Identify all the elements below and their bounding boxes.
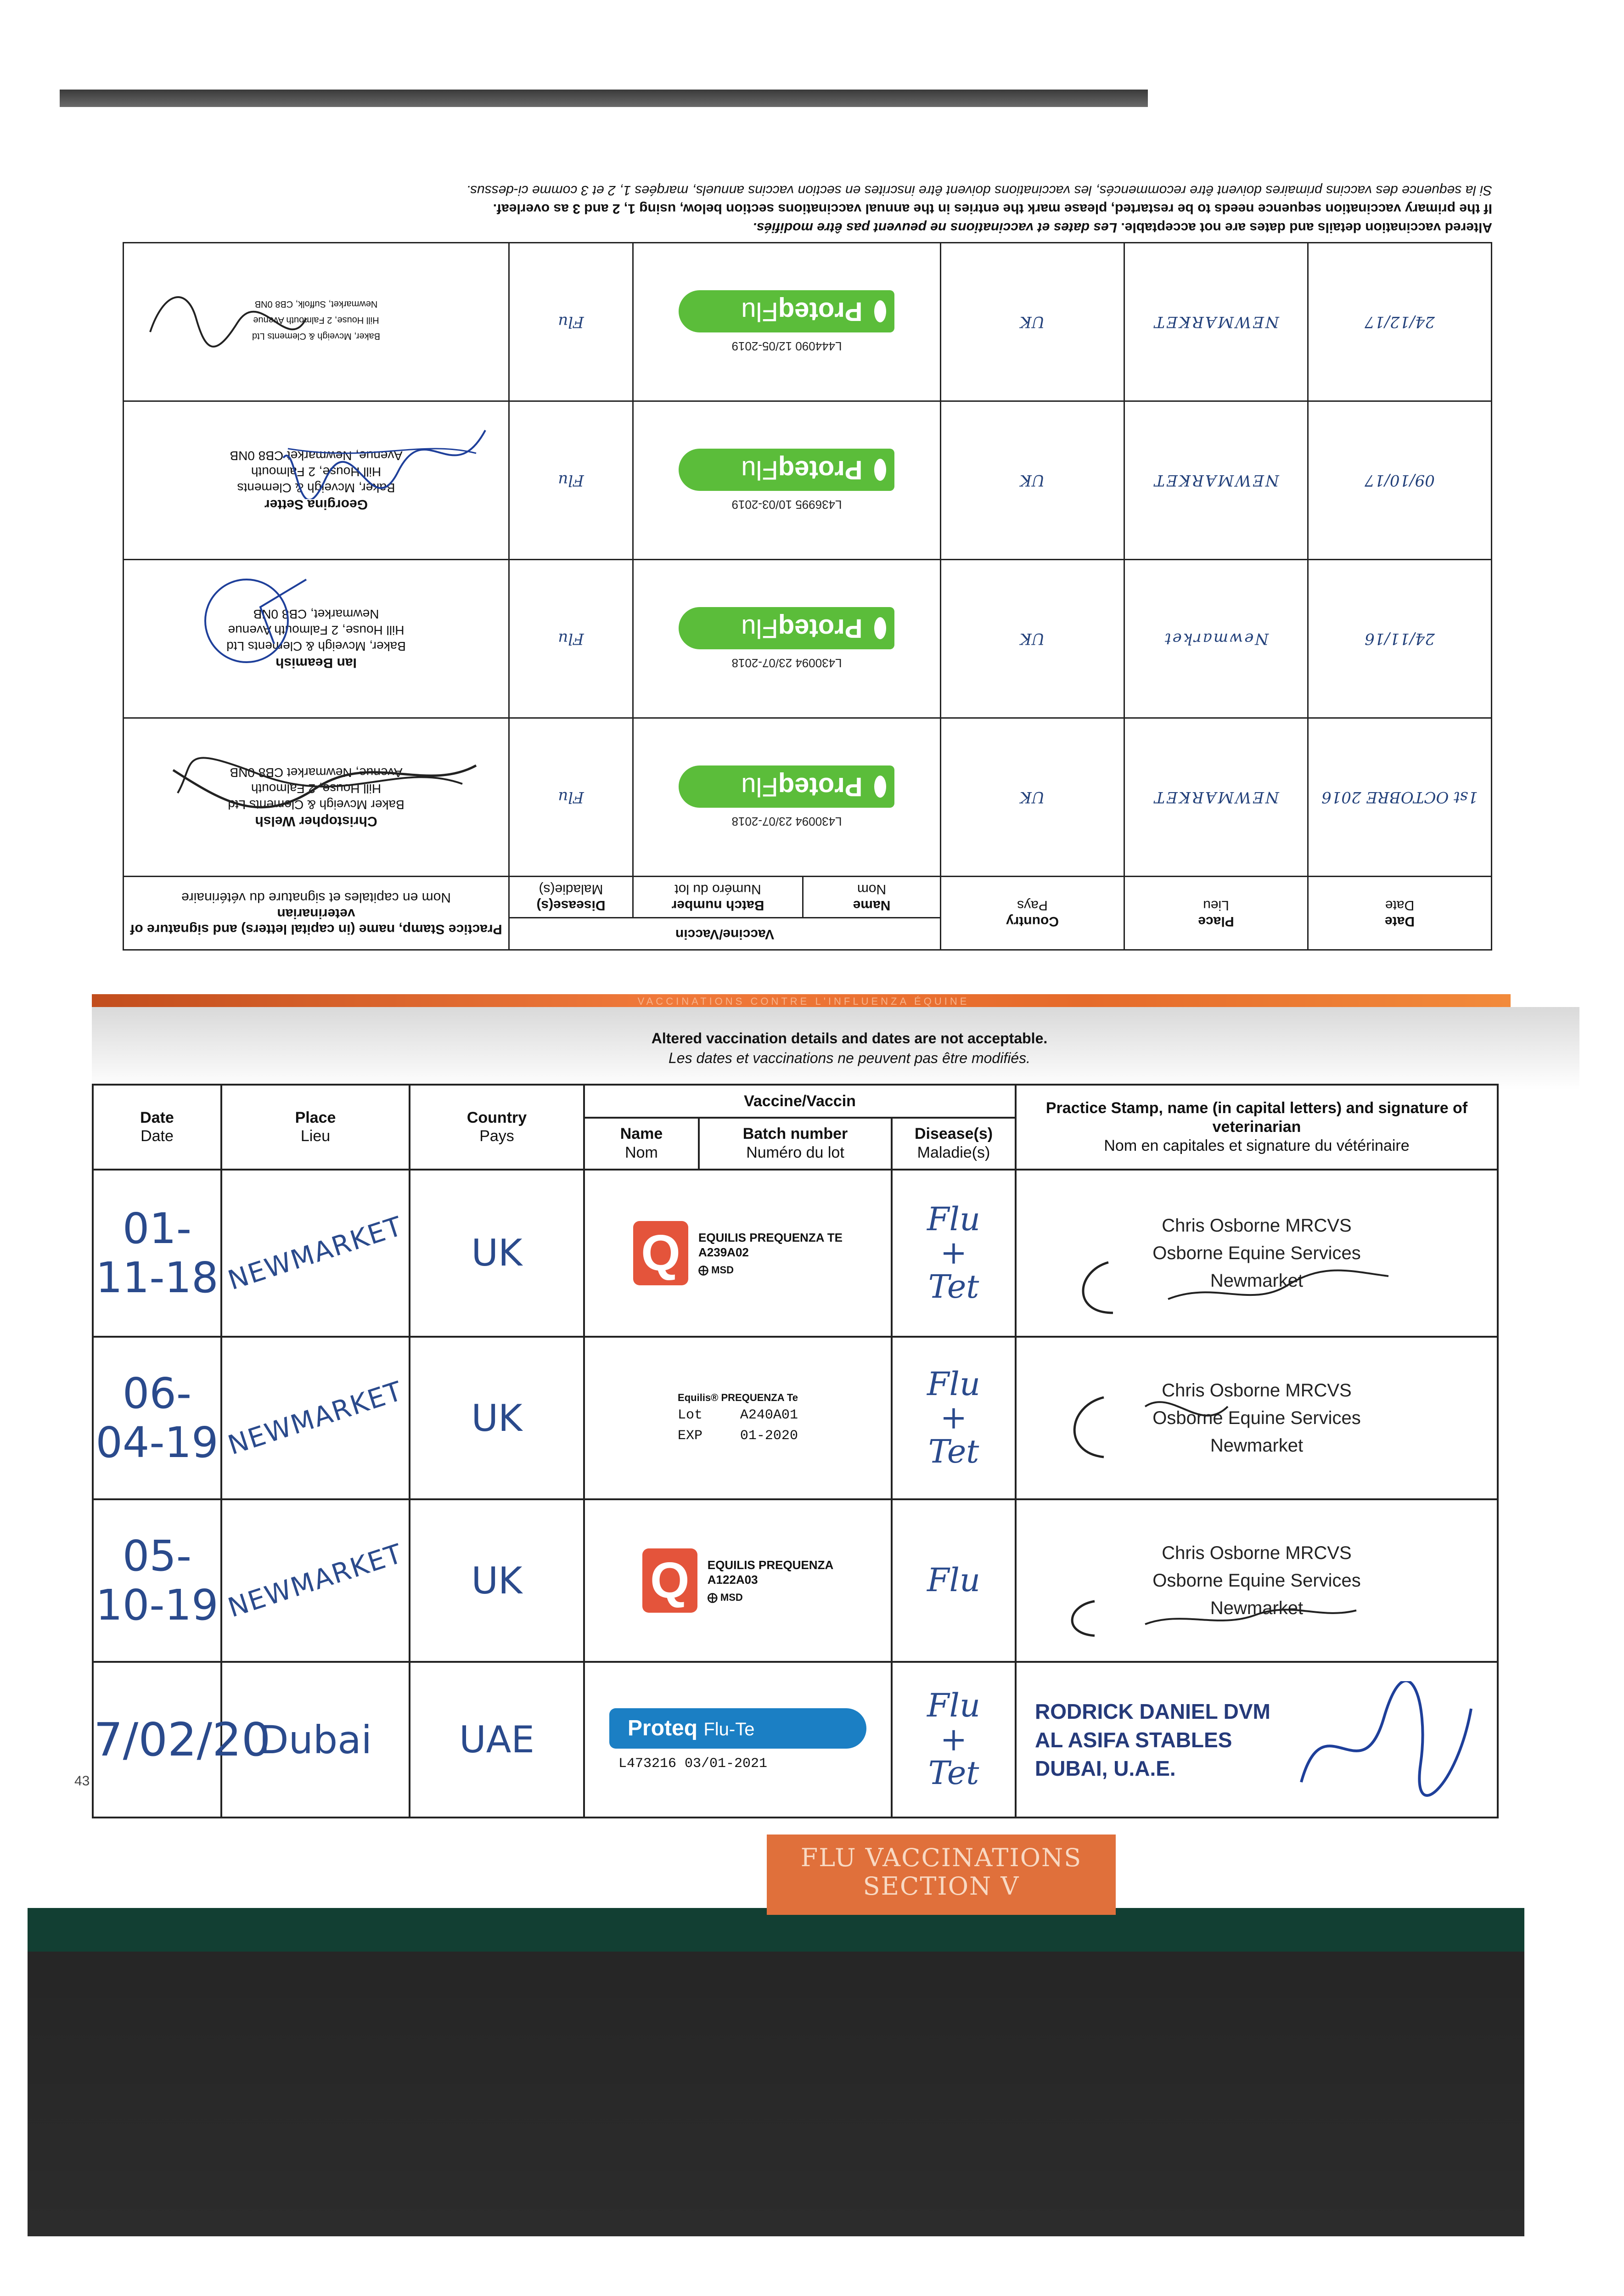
header-batch: Batch number Numéro du lot — [699, 1118, 892, 1170]
place-cell — [221, 1499, 410, 1662]
practice-stamp: RODRICK DANIEL DVM AL ASIFA STABLES DUBAI, U.A.E. — [1035, 1699, 1270, 1780]
vaccine-name: EQUILIS PREQUENZA TE — [698, 1230, 843, 1244]
table-row — [93, 1170, 1498, 1337]
practice-stamp — [124, 448, 508, 513]
vet-name: Ian Beamish — [275, 655, 357, 671]
country-cell — [410, 1170, 584, 1337]
header-disease: Disease(s) Maladie(s) — [509, 877, 633, 918]
handwritten-date: 06-04-19 — [96, 1369, 219, 1468]
handwritten-disease: Flu — [927, 1561, 981, 1599]
lower-vaccination-table — [92, 1084, 1499, 1818]
country-cell — [410, 1499, 584, 1662]
place-cell: NEWMARKET — [1124, 243, 1308, 401]
manufacturer-logo: ⨁ MSD — [707, 1591, 743, 1603]
note-line: Altered vaccination details and dates are not acceptable. — [651, 1030, 1048, 1047]
vaccine-lot: L473216 03/01-2021 — [618, 1756, 768, 1772]
handwritten-disease: Flu + Tet — [927, 1687, 981, 1792]
handwritten-country: UK — [471, 1396, 523, 1440]
batch-number: L436995 10/03-2019 — [731, 498, 842, 512]
stamp-cell — [124, 401, 509, 560]
proteqflu-label: ProteqFlu — [679, 608, 895, 650]
place-cell: Newmarket — [1124, 560, 1308, 718]
practice-stamp: Chris Osborne MRCVS Osborne Equine Services Newmarket — [1152, 1215, 1361, 1291]
table-row — [124, 401, 1492, 560]
note-line: Altered vaccination details and dates are not acceptable. Les dates et vaccinations ne peuvent pas être modifiés. — [753, 220, 1492, 235]
header-date: Date Date — [1308, 877, 1492, 950]
handwritten-country: UK — [471, 1559, 523, 1602]
practice-stamp — [124, 606, 508, 672]
signature-scribble — [196, 561, 315, 671]
q-logo-icon: Q — [642, 1548, 697, 1613]
section-tab-title: FLU VACCINATIONS — [800, 1843, 1082, 1872]
table-row — [124, 718, 1492, 877]
signature-scribble — [1044, 1592, 1366, 1643]
vaccine-label-cell — [633, 718, 941, 877]
place-cell: NEWMARKET — [1124, 401, 1308, 560]
header-country: Country Pays — [410, 1085, 584, 1170]
vaccine-sticker — [585, 1548, 891, 1613]
handwritten-place: NEWMARKET — [224, 1537, 407, 1624]
table-row — [124, 560, 1492, 718]
header-disease: Disease(s) Maladie(s) — [892, 1118, 1016, 1170]
date-cell — [93, 1170, 221, 1337]
handwritten-date: 01-11-18 — [96, 1204, 219, 1302]
vaccine-label-cell — [633, 560, 941, 718]
stamp-cell — [1016, 1337, 1498, 1499]
note-line: Les dates et vaccinations ne peuvent pas être modifiés. — [668, 1050, 1031, 1067]
top-dark-strip — [60, 90, 1148, 107]
vaccine-expiry: 01-2020 — [740, 1428, 798, 1444]
practice-stamp — [124, 765, 508, 830]
vaccine-sticker — [585, 1221, 891, 1285]
handwritten-place: NEWMARKET — [224, 1210, 407, 1296]
stamp-cell — [124, 718, 509, 877]
stamp-line: Newmarket, Suffolk, CB8 0NB — [254, 299, 378, 310]
handwritten-place: NEWMARKET — [224, 1375, 407, 1461]
upper-rotated-content — [124, 184, 1492, 951]
stamp-cell — [1016, 1499, 1498, 1662]
header-vaccine-group: Vaccine/Vaccin — [584, 1085, 1016, 1118]
signature-scribble — [141, 277, 315, 360]
stamp-cell — [124, 560, 509, 718]
vaccine-printed-label: Equilis® PREQUENZA Te Lot A240A01 EXP 01-2020 — [678, 1390, 798, 1446]
stamp-line: Hill House, 2 Falmouth — [251, 464, 382, 479]
vaccine-batch: A239A02 — [698, 1245, 749, 1260]
stamp-line: Baker, Mcveigh & Clements — [237, 480, 395, 495]
header-batch: Batch number Numéro du lot — [633, 877, 803, 918]
date-cell — [93, 1337, 221, 1499]
practice-stamp — [124, 298, 508, 346]
header-date: Date Date — [93, 1085, 221, 1170]
table-row — [93, 1662, 1498, 1818]
dark-panel-shade — [28, 1952, 1524, 2236]
table-row — [124, 243, 1492, 401]
upper-footnote — [124, 181, 1492, 237]
header-name: Name Nom — [803, 877, 941, 918]
handwritten-country: UAE — [459, 1718, 534, 1761]
handwritten-date: 05-10-19 — [96, 1531, 219, 1630]
proteqflu-label: ProteqFlu — [679, 291, 895, 333]
signature-scribble — [1283, 1681, 1476, 1801]
stamp-line: Hill House, 2 Falmouth Avenue — [228, 623, 405, 637]
stamp-line: Baker, Mcveigh & Clements Ltd — [252, 331, 381, 342]
signature-scribble — [279, 407, 490, 499]
country-cell: UK — [941, 560, 1124, 718]
header-place: Place Lieu — [1124, 877, 1308, 950]
vet-name: Christopher Welsh — [255, 814, 377, 829]
proteq-flu-te-label: Proteq Flu-Te — [609, 1708, 866, 1749]
country-cell: UK — [941, 243, 1124, 401]
date-cell: 09/10/17 — [1308, 401, 1492, 560]
header-stamp: Practice Stamp, name (in capital letters) and signature of veterinarian Nom en capitales et signature du vétérinaire — [124, 877, 509, 950]
vaccine-label-cell — [584, 1170, 892, 1337]
lower-warning-note — [459, 1029, 1240, 1068]
date-cell — [93, 1662, 271, 1818]
practice-stamp: Chris Osborne MRCVS Osborne Equine Services Newmarket — [1152, 1380, 1361, 1456]
vaccine-lot: A240A01 — [740, 1407, 798, 1423]
handwritten-place: Dubai — [258, 1717, 372, 1762]
handwritten-disease: Flu + Tet — [927, 1365, 981, 1470]
stamp-line: Avenue, Newmarket CB8 0NB — [230, 765, 403, 780]
vaccine-label-cell — [584, 1499, 892, 1662]
disease-cell: Flu — [509, 718, 633, 877]
batch-number: L444090 12/05-2019 — [731, 339, 842, 354]
stamp-line: Newmarket, CB8 0NB — [253, 607, 379, 621]
stamp-line: Hill House, 2 Falmouth Avenue — [253, 315, 379, 326]
vaccine-label-cell — [584, 1337, 892, 1499]
country-cell: UK — [941, 401, 1124, 560]
note-line: Si la sequence des vaccins primaires doivent être recommencés, les vaccinations doivent être inscrites en section vaccins annuels, marqées 1, 2 et 3 comme ci-dessus. — [466, 183, 1492, 198]
vaccine-batch: A122A03 — [707, 1573, 758, 1587]
stamp-cell — [1016, 1662, 1498, 1818]
signature-scribble — [1058, 1244, 1398, 1322]
country-cell: UK — [941, 718, 1124, 877]
header-country: Country Pays — [941, 877, 1124, 950]
disease-cell: Flu — [509, 560, 633, 718]
handwritten-country: UK — [471, 1232, 523, 1275]
vaccine-label-cell — [633, 243, 941, 401]
stamp-line: Avenue, Newmarket CB8 0NB — [230, 448, 403, 463]
date-cell — [93, 1499, 221, 1662]
stamp-line: Hill House, 2 Falmouth — [251, 781, 382, 796]
table-row — [93, 1499, 1498, 1662]
header-stamp: Practice Stamp, name (in capital letters) and signature of veterinarian Nom en capitales et signature du vétérinaire — [1016, 1085, 1498, 1170]
stamp-line: Baker Mcveigh & Clements Ltd — [228, 797, 405, 812]
vaccine-sticker — [609, 1708, 866, 1772]
signature-scribble — [169, 738, 481, 821]
place-cell — [221, 1337, 410, 1499]
disease-cell: Flu — [509, 243, 633, 401]
proteqflu-label: ProteqFlu — [679, 449, 895, 491]
practice-stamp: Chris Osborne MRCVS Osborne Equine Services Newmarket — [1152, 1543, 1361, 1619]
disease-cell — [892, 1499, 1016, 1662]
place-cell: NEWMARKET — [1124, 718, 1308, 877]
note-line: If the primary vaccination sequence needs to be restarted, please mark the entries in the annual vaccinations section below, using 1, 2 and 3 as overleaf. — [493, 201, 1492, 217]
date-cell: 24/12/17 — [1308, 243, 1492, 401]
stamp-cell — [1016, 1170, 1498, 1337]
batch-number: L430094 23/07-2018 — [731, 815, 842, 829]
q-logo-icon: Q — [633, 1221, 688, 1285]
disease-cell — [892, 1337, 1016, 1499]
section-tab — [767, 1835, 1116, 1915]
section-tab-subtitle: SECTION V — [863, 1872, 1020, 1901]
date-cell: 24/11/16 — [1308, 560, 1492, 718]
disease-cell: Flu — [509, 401, 633, 560]
header-vaccine-group: Vaccine/Vaccin — [509, 918, 941, 950]
handwritten-date: 7/02/20 — [94, 1713, 271, 1767]
stamp-line: Baker, Mcveigh & Clements Ltd — [226, 639, 406, 653]
disease-cell — [892, 1662, 1016, 1818]
manufacturer-logo: ⨁ MSD — [698, 1264, 734, 1276]
upper-vaccination-table — [123, 242, 1492, 951]
country-cell — [410, 1662, 584, 1818]
vet-name: Georgina Setter — [264, 497, 368, 512]
stamp-cell — [124, 243, 509, 401]
table-row — [93, 1337, 1498, 1499]
vaccine-label-cell — [584, 1662, 892, 1818]
place-cell — [221, 1170, 410, 1337]
proteqflu-label: ProteqFlu — [679, 766, 895, 808]
batch-number: L430094 23/07-2018 — [731, 656, 842, 670]
header-place: Place Lieu — [221, 1085, 410, 1170]
disease-cell — [892, 1170, 1016, 1337]
vaccine-name: Equilis® PREQUENZA Te — [678, 1391, 798, 1403]
vaccine-label-cell — [633, 401, 941, 560]
date-cell: 1st OCTOBRE 2016 — [1308, 718, 1492, 877]
country-cell — [410, 1337, 584, 1499]
handwritten-disease: Flu + Tet — [927, 1200, 981, 1306]
vaccine-name: EQUILIS PREQUENZA — [707, 1558, 834, 1572]
upper-rotated-page — [124, 184, 1492, 951]
orange-band-text: VACCINATIONS CONTRE L'INFLUENZA ÉQUINE — [637, 996, 970, 1007]
signature-scribble — [1035, 1379, 1264, 1471]
header-name: Name Nom — [584, 1118, 699, 1170]
page-number-mark: 43 — [74, 1773, 90, 1789]
